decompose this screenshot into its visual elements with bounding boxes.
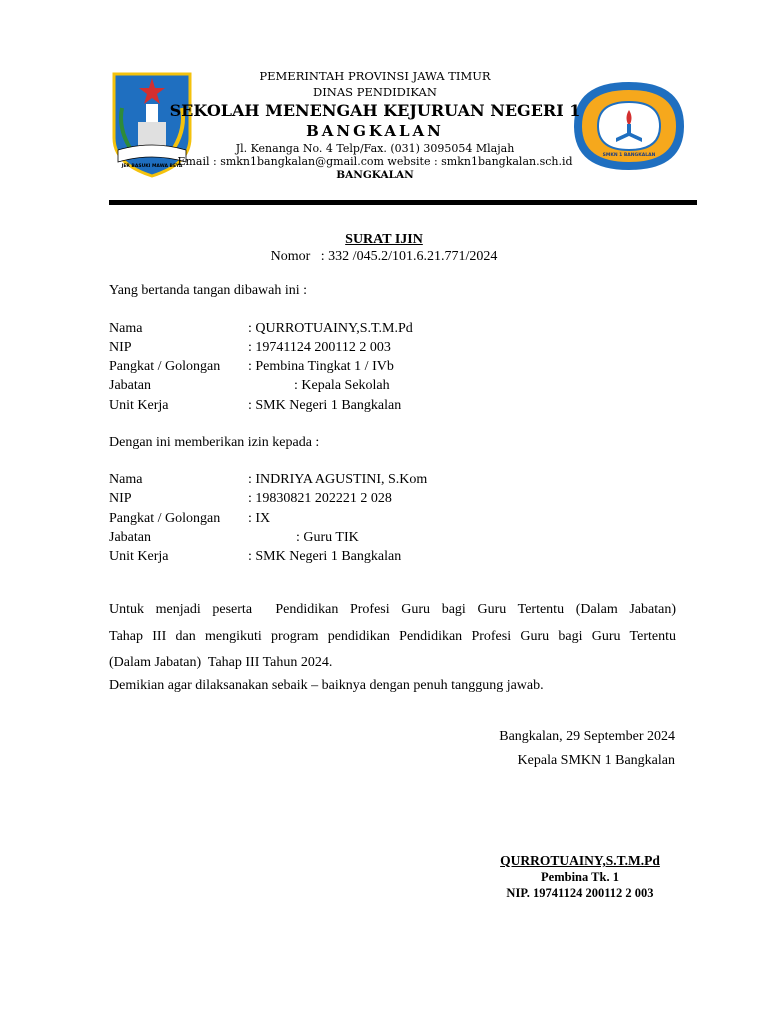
grantee-name-value: : INDRIYA AGUSTINI, S.Kom bbox=[248, 472, 428, 487]
body-line-1: Untuk menjadi peserta Pendidikan Profesi Guru bagi Guru Tertentu (Dalam Jabatan) bbox=[109, 602, 676, 617]
letterhead-contact: Email : smkn1bangkalan@gmail.com website : smkn1bangkalan.sch.id bbox=[177, 155, 573, 168]
grantee-unit-label: Unit Kerja bbox=[109, 549, 169, 564]
signer-nip-label: NIP bbox=[109, 340, 132, 355]
grantee-position-value: : Guru TIK bbox=[296, 530, 359, 545]
signer-unit-value: : SMK Negeri 1 Bangkalan bbox=[248, 398, 402, 413]
letterhead-department: DINAS PENDIDIKAN bbox=[313, 85, 437, 99]
closing-text: Demikian agar dilaksanakan sebaik – baiknya dengan penuh tanggung jawab. bbox=[109, 678, 544, 693]
grantee-unit-value: : SMK Negeri 1 Bangkalan bbox=[248, 549, 402, 564]
signer-rank-value: : Pembina Tingkat 1 / IVb bbox=[248, 359, 394, 374]
letter-title: SURAT IJIN bbox=[345, 232, 423, 247]
place-date: Bangkalan, 29 September 2024 bbox=[499, 729, 675, 744]
letterhead-address: Jl. Kenanga No. 4 Telp/Fax. (031) 3095054 Mlajah bbox=[235, 142, 515, 155]
signature-rank: Pembina Tk. 1 bbox=[541, 870, 619, 884]
signer-unit-label: Unit Kerja bbox=[109, 398, 169, 413]
signer-rank-label: Pangkat / Golongan bbox=[109, 359, 221, 374]
body-line-2: Tahap III dan mengikuti program pendidikan Pendidikan Profesi Guru bagi Guru Tertentu bbox=[109, 628, 676, 644]
signature-nip: NIP. 19741124 200112 2 003 bbox=[506, 886, 654, 900]
letterhead-city-spaced: BANGKALAN bbox=[306, 122, 444, 140]
grantee-nip-label: NIP bbox=[109, 491, 132, 506]
emblem-motto: JER BASUKI MAWA BEYA bbox=[121, 164, 183, 169]
letterhead-city: BANGKALAN bbox=[336, 169, 414, 181]
intro-text: Yang bertanda tangan dibawah ini : bbox=[109, 283, 308, 298]
grantee-rank-value: : IX bbox=[248, 511, 271, 526]
signer-nip-value: : 19741124 200112 2 003 bbox=[248, 340, 391, 355]
grantee-rank-label: Pangkat / Golongan bbox=[109, 511, 221, 526]
school-emblem-label: SMKN 1 BANGKALAN bbox=[602, 153, 656, 158]
grantee-nip-value: : 19830821 202221 2 028 bbox=[248, 491, 392, 506]
signer-position-label: Jabatan bbox=[109, 378, 151, 393]
signer-name-value: : QURROTUAINY,S.T.M.Pd bbox=[248, 321, 413, 336]
body-paragraph bbox=[109, 597, 676, 677]
signer-position: Kepala SMKN 1 Bangkalan bbox=[517, 753, 675, 768]
grantee-name-label: Nama bbox=[109, 472, 143, 487]
letterhead-school-name: SEKOLAH MENENGAH KEJURUAN NEGERI 1 bbox=[169, 101, 581, 120]
letterhead-government: PEMERINTAH PROVINSI JAWA TIMUR bbox=[259, 69, 491, 83]
grantee-position-label: Jabatan bbox=[109, 530, 151, 545]
signer-position-value: : Kepala Sekolah bbox=[294, 378, 390, 393]
letterhead-divider bbox=[109, 200, 697, 205]
grant-intro-text: Dengan ini memberikan izin kepada : bbox=[109, 435, 320, 450]
signer-name-label: Nama bbox=[109, 321, 143, 336]
letter-number: Nomor : 332 /045.2/101.6.21.771/2024 bbox=[270, 249, 498, 264]
signature-name: QURROTUAINY,S.T.M.Pd bbox=[500, 853, 660, 868]
body-line-3: (Dalam Jabatan) Tahap III Tahun 2024. bbox=[109, 655, 333, 670]
